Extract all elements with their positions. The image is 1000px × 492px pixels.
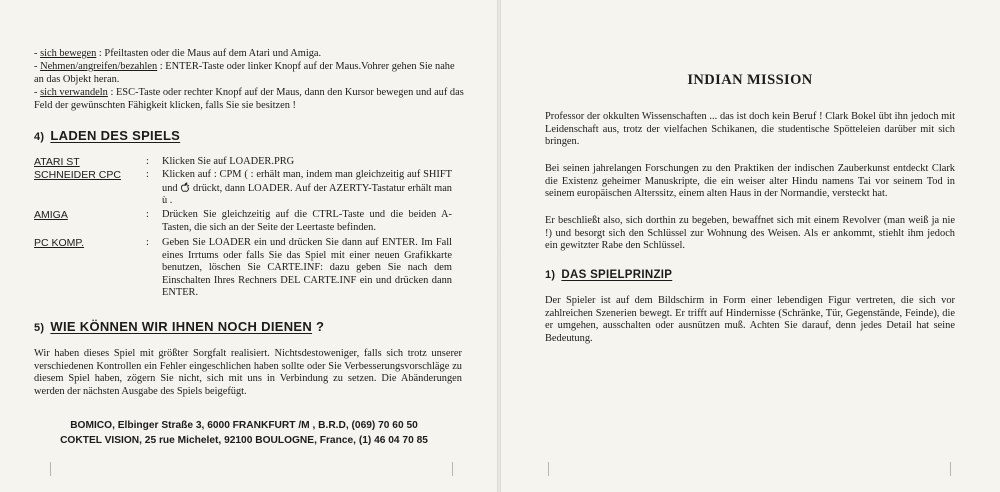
page-mark [50, 462, 51, 476]
control-text: : Pfeiltasten oder die Maus auf dem Atari und Amiga. [96, 48, 322, 59]
control-term: sich bewegen [40, 48, 97, 59]
address-coktel: COKTEL VISION, 25 rue Michelet, 92100 BOULOGNE, France, (1) 46 04 70 85 [60, 435, 428, 446]
section-title: DAS SPIELPRINZIP [561, 269, 673, 281]
control-term: Nehmen/angreifen/bezahlen [40, 61, 158, 72]
system-name: AMIGA [34, 209, 68, 221]
principle-paragraph: Der Spieler ist auf dem Bildschirm in Form einer lebendigen Figur vertreten, die sich vor zahlreichen Szenerien bewegt. Er trifft auf Hindernisse (Schränke, Tür, Gegenstände, Feinde), die er umgehen, ausschalten oder ausnützen muß. Achten Sie darauf, denn jedes Detail hat seine Bedeutung. [545, 295, 955, 344]
service-paragraph: Wir haben dieses Spiel mit größter Sorgfalt realisiert. Nichtsdestoweniger, falls sich trotz unserer verschiedenen Kontrollen ein Fehler eingeschlichen haben sollte oder Sie Verbesserungsvorschläge zu diesem Spiel haben, zögern Sie nicht, sich mit uns in Verbindung zu setzen. Die Abänderungen werden der nächsten Ausgabe des Spiels beigefügt. [34, 348, 462, 397]
system-instructions [162, 169, 452, 208]
section-heading-principle [545, 269, 672, 281]
section-number: 1) [545, 269, 556, 281]
section-title: WIE KÖNNEN WIR IHNEN NOCH DIENEN [50, 319, 313, 334]
control-term: sich verwandeln [40, 87, 108, 98]
control-take: - Nehmen/angreifen/bezahlen : ENTER-Taste oder linker Knopf auf der Maus.Vohrer gehen Sie nahe an das Objekt heran. [34, 61, 455, 85]
system-name: ATARI ST [34, 156, 80, 168]
section-heading-service [34, 319, 324, 334]
story-paragraph: Er beschließt also, sich dorthin zu begeben, bewaffnet sich mit einem Revolver (man weiß ja nie !) und besorgt sich den Schlüssel zur Wohnung des Weisen. Als er ankommt, stiehlt ihm jedoch ein gewitzter Rabe den Schlüssel. [545, 215, 955, 252]
section-number: 4) [34, 131, 45, 143]
separator-colon: : [146, 169, 149, 180]
open-apple-key-icon [180, 182, 190, 192]
page-mark [548, 462, 549, 476]
page-title: INDIAN MISSION [687, 72, 813, 88]
separator-colon: : [146, 237, 149, 248]
story-paragraph: Professor der okkulten Wissenschaften ... das ist doch kein Beruf ! Clark Bokel übt ihn jedoch mit Leidenschaft aus, trotz der vielfachen Schikanen, die studentische Spötteleien darüber mit sich bringen. [545, 111, 955, 148]
section-title: LADEN DES SPIELS [50, 128, 181, 143]
instructions-part: drückt, dann LOADER. Auf der AZERTY-Tastatur erhält man ù . [162, 182, 452, 207]
page-mark [452, 462, 453, 476]
story-paragraph: Bei seinen jahrelangen Forschungen zu den Praktiken der indischen Zauberkunst entdeckt Clark die Existenz geheimer Manuskripte, die ein weiser alter Hindu namens Tai vor seinem Tod in seinem europäischen Alterssitz, einem alten Haus in der Normandie, versteckt hat. [545, 163, 955, 200]
page-mark [950, 462, 951, 476]
control-transform: - sich verwandeln : ESC-Taste oder rechter Knopf auf der Maus, dann den Kursor bewegen und auf das Feld der gewünschten Fähigkeit klicken, falls Sie sie besitzen ! [34, 87, 464, 111]
address-bomico: BOMICO, Elbinger Straße 3, 6000 FRANKFURT /M , B.R.D, (069) 70 60 50 [70, 420, 418, 431]
separator-colon: : [146, 209, 149, 220]
section-title-suffix: ? [312, 319, 325, 334]
system-instructions: Drücken Sie gleichzeitig auf die CTRL-Taste und die beiden A-Tasten, die sich an der Seite der Leertaste befinden. [162, 209, 452, 233]
system-instructions: Klicken Sie auf LOADER.PRG [162, 156, 295, 167]
instructions-part: Klicken auf : CPM ( : erhält man, indem man gleichzeitig auf SHIFT und [162, 169, 452, 194]
control-move: - sich bewegen : Pfeiltasten oder die Maus auf dem Atari und Amiga. [34, 48, 322, 59]
control-text: : ESC-Taste oder rechter Knopf auf der Maus, dann den Kursor bewegen und auf das Feld der gewünschten Fähigkeit klicken, falls Sie sie besitzen ! [34, 87, 464, 111]
section-heading-loading [34, 128, 180, 143]
system-name: SCHNEIDER CPC [34, 169, 121, 181]
control-text: : ENTER-Taste oder linker Knopf auf der Maus.Vohrer gehen Sie nahe an das Objekt heran. [34, 61, 455, 85]
separator-colon: : [146, 156, 149, 167]
system-instructions: Geben Sie LOADER ein und drücken Sie dann auf ENTER. Im Fall eines Irrtums oder falls Sie das Spiel mit einer neuen Grafikkarte benutzen, löschen Sie CARTE.INF: dazu geben Sie nach dem Einschalten Ihres Rechners DEL CARTE.INF ein und drücken dann ENTER. [162, 237, 452, 299]
section-number: 5) [34, 322, 45, 334]
system-name: PC KOMP. [34, 237, 84, 249]
